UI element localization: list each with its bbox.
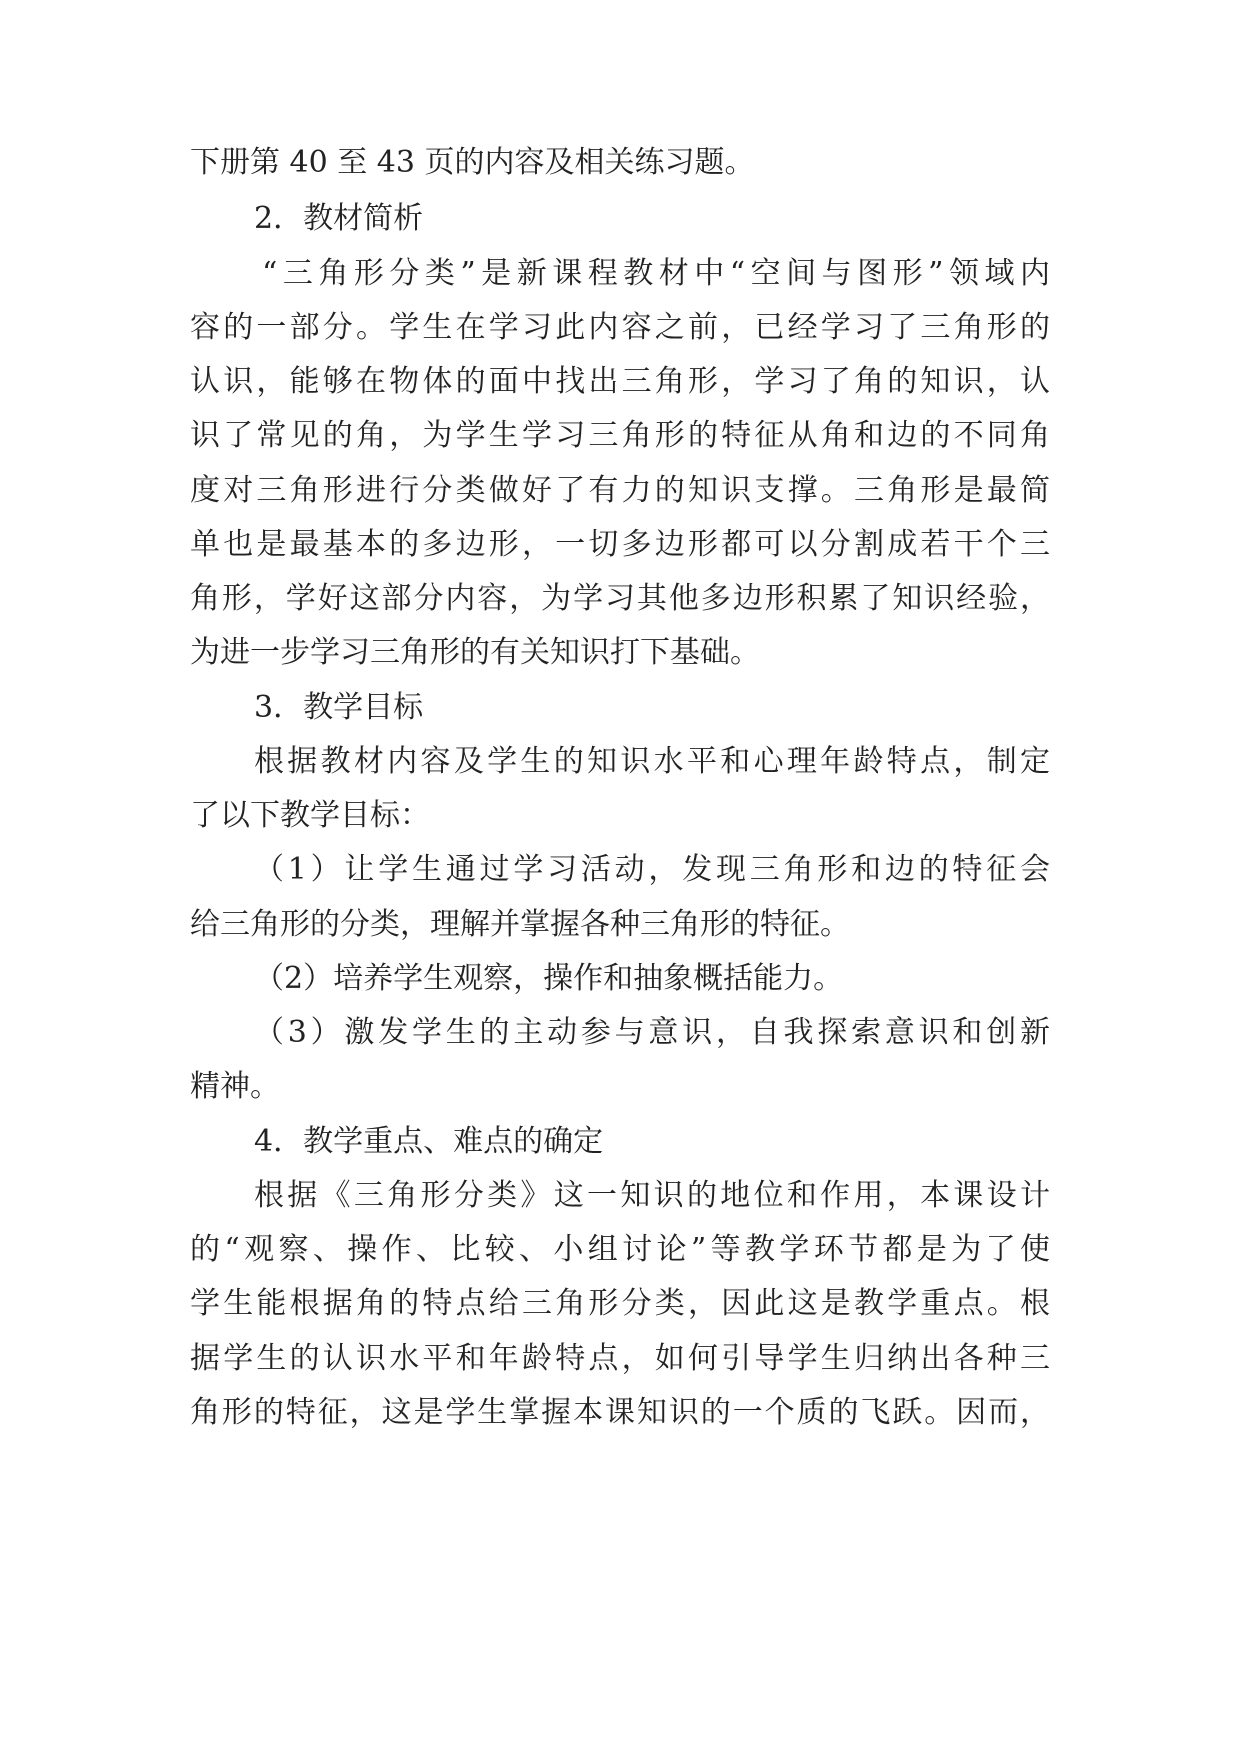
text-line: 了以下教学目标： — [190, 798, 430, 833]
section-heading: 2．教材简析 — [254, 201, 424, 236]
text-line: 根据教材内容及学生的知识水平和心理年龄特点，制定 — [254, 744, 1050, 779]
text-line: 下册第 40 至 43 页的内容及相关练习题。 — [190, 145, 755, 180]
text-line: 度对三角形进行分类做好了有力的知识支撑。三角形是最简 — [190, 473, 1050, 508]
text-line: 的“观察、操作、比较、小组讨论”等教学环节都是为了使 — [190, 1232, 1050, 1267]
section-heading: 3．教学目标 — [254, 690, 424, 725]
text-line: 角形，学好这部分内容，为学习其他多边形积累了知识经验， — [190, 581, 1050, 616]
text-line: （2）培养学生观察，操作和抽象概括能力。 — [254, 961, 844, 996]
text-line: 为进一步学习三角形的有关知识打下基础。 — [190, 635, 760, 670]
text-line: 容的一部分。学生在学习此内容之前，已经学习了三角形的 — [190, 310, 1050, 345]
text-line: 根据《三角形分类》这一知识的地位和作用，本课设计 — [254, 1178, 1050, 1213]
section-heading: 4．教学重点、难点的确定 — [254, 1124, 604, 1159]
text-line: 认识，能够在物体的面中找出三角形，学习了角的知识，认 — [190, 364, 1050, 399]
text-line: 学生能根据角的特点给三角形分类，因此这是教学重点。根 — [190, 1286, 1050, 1321]
text-line: “三角形分类”是新课程教材中“空间与图形”领域内 — [262, 256, 1050, 291]
text-line: （1）让学生通过学习活动，发现三角形和边的特征会 — [254, 852, 1050, 887]
text-line: 单也是最基本的多边形，一切多边形都可以分割成若干个三 — [190, 527, 1050, 562]
text-line: 角形的特征，这是学生掌握本课知识的一个质的飞跃。因而， — [190, 1395, 1050, 1430]
text-line: 精神。 — [190, 1069, 280, 1104]
text-line: （3）激发学生的主动参与意识，自我探索意识和创新 — [254, 1015, 1050, 1050]
text-line: 识了常见的角，为学生学习三角形的特征从角和边的不同角 — [190, 418, 1050, 453]
text-line: 据学生的认识水平和年龄特点，如何引导学生归纳出各种三 — [190, 1341, 1050, 1376]
text-line: 给三角形的分类，理解并掌握各种三角形的特征。 — [190, 907, 850, 942]
